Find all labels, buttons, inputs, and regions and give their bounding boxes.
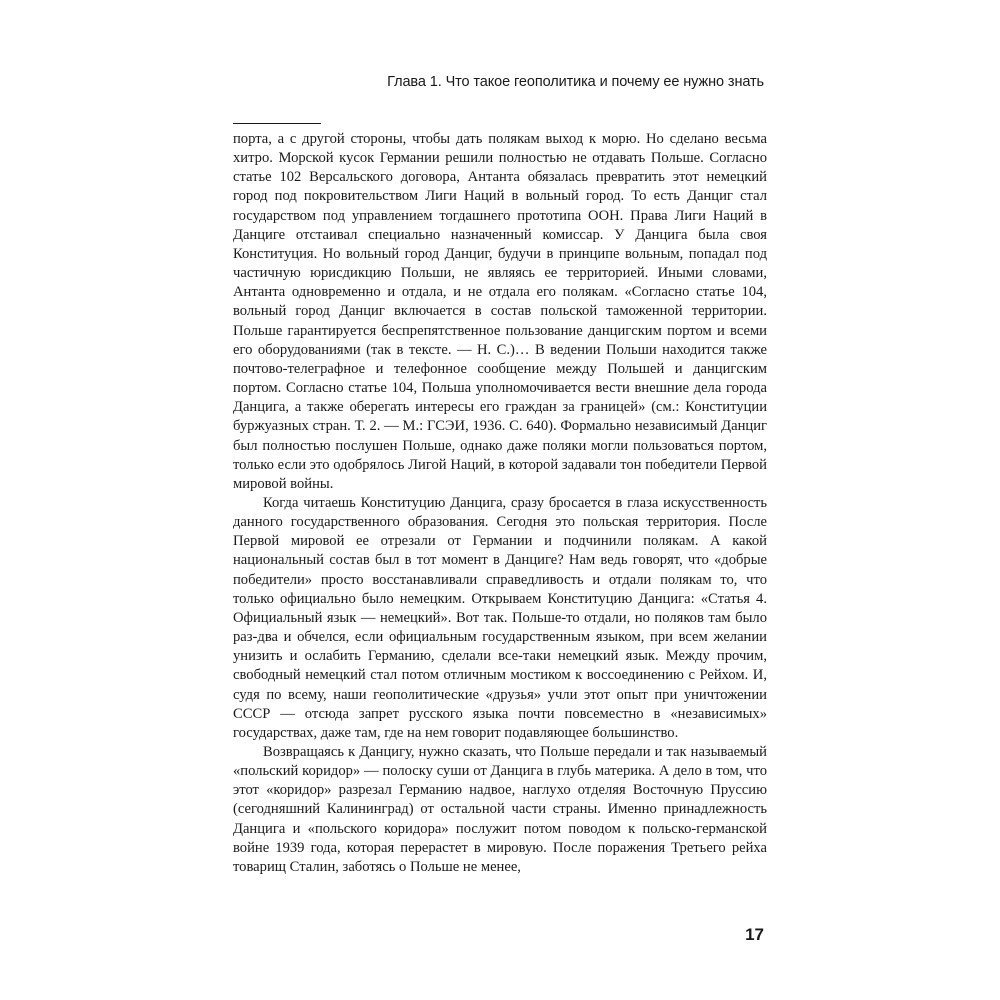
body-text <box>233 130 767 877</box>
paragraph: Возвращаясь к Данцигу, нужно сказать, что Польше передали и так называемый «польский коридор» — полоску суши от Данцига в глубь материка. А дело в том, что этот «коридор» разрезал Германию надвое, наглухо отделяя Восточную Пруссию (сегодняшний Калининград) от остальной части страны. Именно принадлежность Данцига и «польского коридора» послужит потом поводом к польско-германской войне 1939 года, которая перерастет в мировую. После поражения Третьего рейха товарищ Сталин, заботясь о Польше не менее, <box>233 744 767 875</box>
paragraph: порта, а с другой стороны, чтобы дать полякам выход к морю. Но сделано весьма хитро. Морской кусок Германии решили полностью не отдавать Польше. Согласно статье 102 Версальского договора, Антанта обязалась превратить этот немецкий город под покровительством Лиги Наций в вольный город. То есть Данциг стал государством под управлением тогдашнего прототипа ООН. Права Лиги Наций в Данциге отстаивал специально назначенный комиссар. У Данцига была своя Конституция. Но вольный город Данциг, будучи в принципе вольным, попадал под частичную юрисдикцию Польши, не являясь ее территорией. Иными словами, Антанта одновременно и отдала, и не отдала его полякам. «Согласно статье 104, вольный город Данциг включается в состав польской таможенной территории. Польше гарантируется беспрепятственное пользование данцигским портом и всеми его оборудованиями (так в тексте. — Н. С.)… В ведении Польши находится также почтово-телеграфное и телефонное сообщение между Польшей и данцигским портом. Согласно статье 104, Польша уполномочивается вести внешние дела города Данцига, а также оберегать интересы его граждан за границей» (см.: Конституции буржуазных стран. Т. 2. — М.: ГСЭИ, 1936. С. 640). Формально независимый Данциг был полностью послушен Польше, однако даже поляки могли пользоваться портом, только если это одобрялось Лигой Наций, в которой задавали тон победители Первой мировой войны. <box>233 131 767 492</box>
paragraph: Когда читаешь Конституцию Данцига, сразу бросается в глаза искусственность данного государственного образования. Сегодня это польская территория. После Первой мировой ее отрезали от Германии и подчинили полякам. А какой национальный состав был в тот момент в Данциге? Нам ведь говорят, что «добрые победители» просто восстанавливали справедливость и отдали полякам то, что только официально было немецким. Открываем Конституцию Данцига: «Статья 4. Официальный язык — немецкий». Вот так. Польше-то отдали, но поляков там было раз-два и обчелся, если официальным государственным языком, при всем желании унизить и ослабить Германию, сделали все-таки немецкий язык. Между прочим, свободный немецкий стал потом отличным мостиком к воссоединению с Рейхом. И, судя по всему, наши геополитические «друзья» учли этот опыт при уничтожении СССР — отсюда запрет русского языка почти повсеместно в «независимых» государствах, даже там, где на нем говорит подавляющее большинство. <box>233 494 767 741</box>
page-number: 17 <box>745 925 764 944</box>
running-head: Глава 1. Что такое геополитика и почему ее нужно знать <box>387 74 764 90</box>
header-rule <box>233 123 321 124</box>
